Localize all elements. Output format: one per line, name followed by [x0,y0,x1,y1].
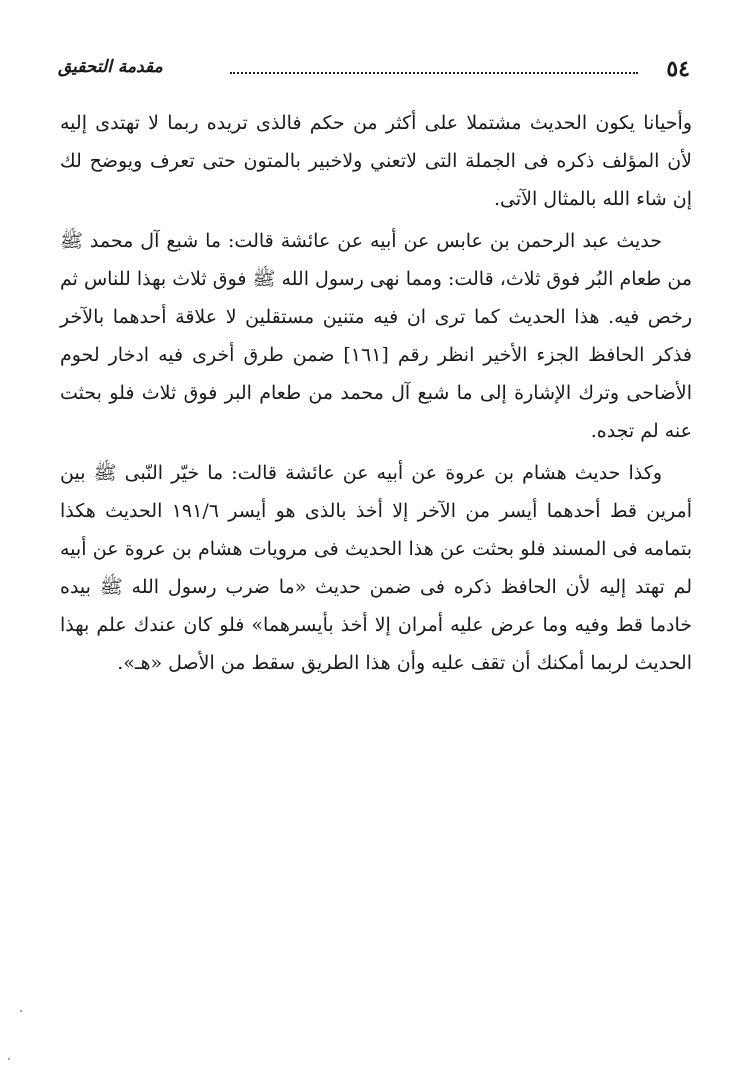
header-rule [230,72,638,74]
body-text [60,104,692,682]
paragraph-intro: وأحيانا يكون الحديث مشتملا على أكثر من حكم فالذى تريده ربما لا تهتدى إليه لأن المؤلف ذكره فى الجملة التى لاتعني ولاخبير بالمتون حتى تعرف ويوضح لك إن شاء الله بالمثال الآتى. [60,112,692,210]
scan-speck [8,1058,10,1060]
page-number: ٥٤ [666,56,690,82]
scan-speck [20,1010,22,1012]
paragraph-hisham-hadith: وكذا حديث هشام بن عروة عن أبيه عن عائشة قالت: ما خيّر النّبى ﷺ بين أمرين قط أحدهما أيسر من الآخر إلا أخذ بالذى هو أيسر ١٩١/٦ الحديث هكذا بتمامه فى المسند فلو بحثت عن هذا الحديث فى مرويات هشام بن عروة عن أبيه لم تهتد إليه لأن الحافظ ذكره فى ضمن حديث «ما ضرب رسول الله ﷺ بيده خادما قط وفيه وما عرض عليه أمران إلا أخذ بأيسرهما» فلو كان عندك علم بهذا الحديث لربما أمكنك أن تقف عليه وأن هذا الطريق سقط من الأصل «هـ». [60,462,692,674]
running-title: مقدمة التحقيق [58,57,163,77]
paragraph-abdulrahman-hadith: حديث عبد الرحمن بن عابس عن أبيه عن عائشة قالت: ما شبع آل محمد ﷺ من طعام البُر فوق ثلاث، قالت: ومما نهى رسول الله ﷺ فوق ثلاث بهذا للناس ثم رخص فيه. هذا الحديث كما ترى ان فيه متنين مستقلين لا علاقة أحدهما بالآخر فذكر الحافظ الجزء الأخير انظر رقم [١٦١] ضمن طرق أخرى فيه ادخار لحوم الأضاحى وترك الإشارة إلى ما شبع آل محمد من طعام البر فوق ثلاث فلو بحثت عنه لم تجده. [60,230,693,442]
page-header [58,52,690,86]
